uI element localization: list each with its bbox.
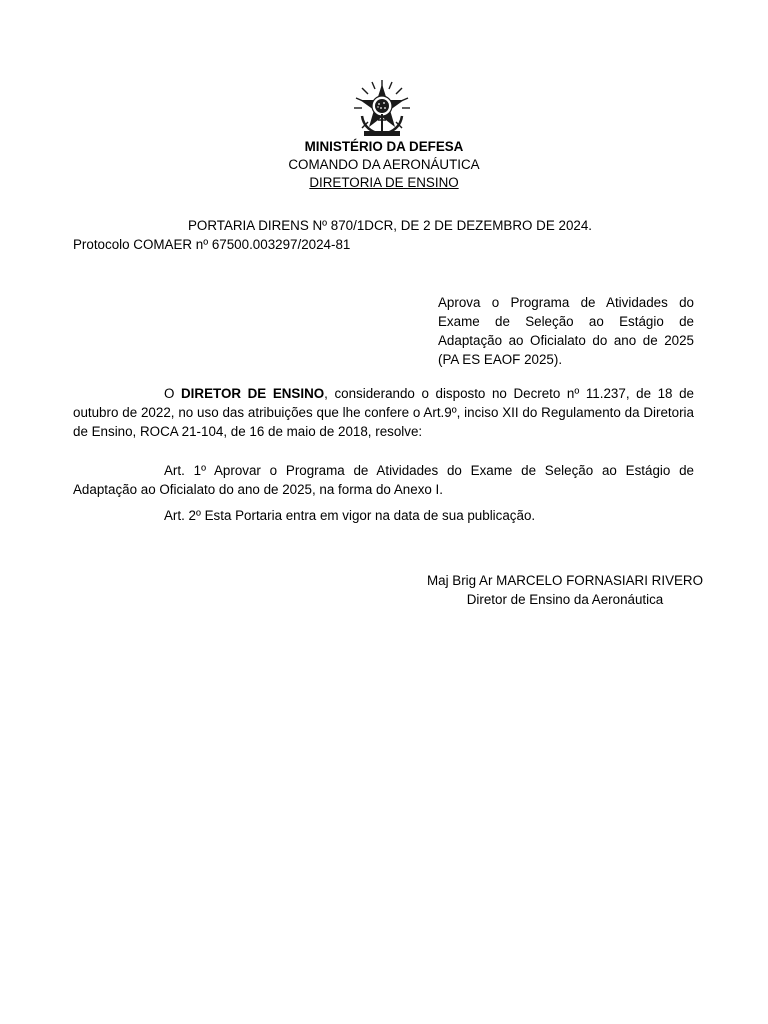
article-1: Art. 1º Aprovar o Programa de Atividades do Exame de Seleção ao Estágio de Adaptação ao Oficialato do ano de 2025, na forma do Anexo I. [73,463,694,497]
command-name: COMANDO DA AERONÁUTICA [288,157,480,172]
protocolo-number: Protocolo COMAER nº 67500.003297/2024-81 [73,237,351,252]
signatory-role: Diretor de Ensino da Aeronáutica [466,592,664,607]
director-title: DIRETOR DE ENSINO [181,386,325,401]
ementa-summary: Aprova o Programa de Atividades do Exame de Seleção ao Estágio de Adaptação ao Oficialato do ano de 2025 (PA ES EAOF 2025). [438,295,694,367]
article-2: Art. 2º Esta Portaria entra em vigor na data de sua publicação. [164,508,536,523]
considerando-text: , considerando o disposto no Decreto nº 11.237, de 18 de outubro de 2022, no uso das atribuições que lhe confere o Art.9º, inciso XII do Regulamento da Diretoria de Ensino, ROCA 21-104, de 16 de maio de 2018, resolve: [73,386,694,439]
signature-block [420,571,710,609]
ministry-name: MINISTÉRIO DA DEFESA [304,139,464,154]
signatory-name: Maj Brig Ar MARCELO FORNASIARI RIVERO [426,573,704,588]
considerando-prefix: O [164,386,182,401]
directorate-name: DIRETORIA DE ENSINO [309,175,459,190]
brazil-coat-of-arms-icon [350,76,414,140]
portaria-title: PORTARIA DIRENS Nº 870/1DCR, DE 2 DE DEZEMBRO DE 2024. [188,218,592,233]
letterhead [0,138,768,192]
considerando-paragraph [73,384,694,441]
